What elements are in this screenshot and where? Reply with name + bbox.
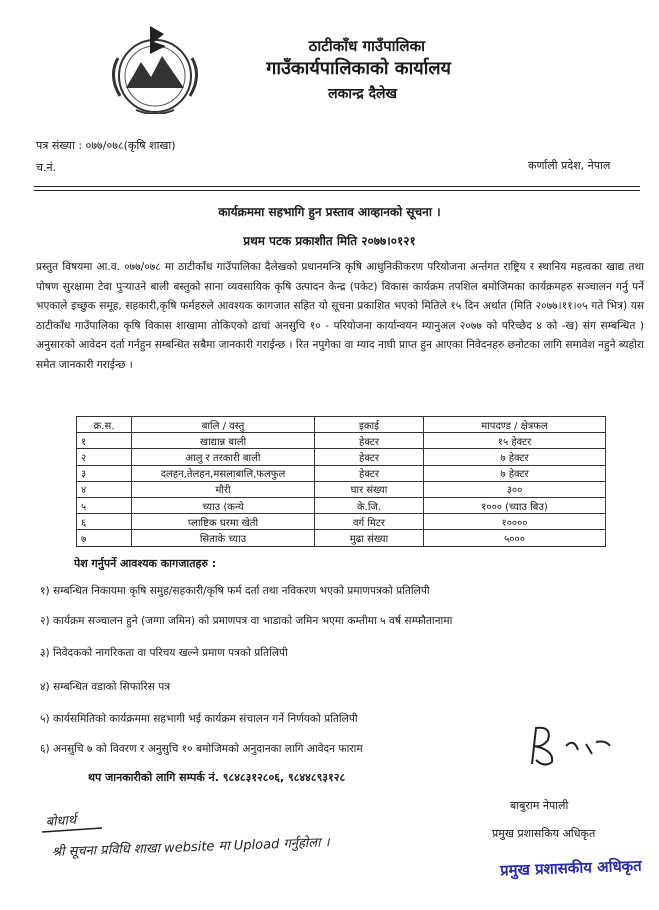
cell-sn: २ (77, 449, 132, 465)
notice-body: प्रस्तुत विषयमा आ.व. ०७७/०७८ मा ठाटीकाँध गाउँपालिका दैलेखको प्रधानमन्त्रि कृषि आधुनिकीकरण परियोजना अर्न्तगत राष्ट्रिय र स्थानिय महत्वका खाद्य तथा पोषण सुरक्षामा टेवा पुऱ्याउने बाली बस्तुको साना व्यवसायिक कृषि उत्पादन केन्द्र (पकेट) विकास कार्यक्रम तपशिल बमोजिमका कार्यक्रमहरु सञ्चालन गर्नु पर्ने भएकाले इच्छुक समूह, सहकारी,कृषि फर्महरुले आवश्यक कागजात सहित यो सूचना प्रकाशित भएको मितिले १५ दिन अर्थात (मिति २०७७।११।०५ गते भित्र) यस ठाटीकाँध गाउँपालिका कृषि विकास शाखामा तोकिएको ढाचां अनसुचि १० - परियोजना कार्यान्वयन म्यानुअल २०७७ को परिच्छेद ४ को -ख) संग सम्बन्धित ) अनुसारको आवेदन दर्ता गर्नहुन सम्बन्धित सबैमा जानकारी गराईन्छ । रित नपुगेका वा म्याद नाघी प्राप्त हुन आएका निवेदनहरु छनोटका लागि समावेश नहुने ब्यहोरा समेत जानकारी गराईन्छ । (36, 261, 644, 371)
cell-unit: के.जि. (315, 497, 424, 513)
municipality-name: ठाटीकाँध गाउँपालिका (308, 37, 425, 55)
cell-sn: १ (77, 433, 132, 449)
cell-sn: ३ (77, 465, 132, 481)
handwritten-line-2: श्री सूचना प्रविधि शाखा website मा Upload गर्नुहोला । (51, 835, 330, 860)
contact-numbers: थप जानकारीको लागि सम्पर्क नं. ९८४८३१२८०६, ९८४४८९३१२८ (88, 771, 346, 784)
cell-unit: मुढा संख्या (315, 530, 424, 546)
document-item: १) सम्बन्धित निकायमा कृषि समुह/सहकारी/कृषि फर्म दर्ता तथा नविकरण भएको प्रमाणपत्रको प्रतिलिपी (40, 585, 430, 597)
table-row (77, 481, 606, 497)
col-header-area: मापदण्ड / क्षेत्रफल (424, 417, 606, 433)
reference-number: पत्र संख्या : ०७७/०७८(कृषि शाखा) (36, 139, 176, 152)
table-row (77, 530, 606, 546)
cell-crop: मौरी (132, 481, 315, 497)
official-stamp: प्रमुख प्रशासकीय अधिकृत (499, 856, 643, 880)
cell-area: १५ हेक्टर (424, 433, 606, 449)
table-row (77, 514, 606, 530)
notice-title: कार्यक्रममा सहभागि हुन प्रस्ताव आव्हानको सूचना । (218, 205, 441, 219)
document-item: ६) अनसुचि ७ को विवरण र अनुसुचि १० बमोजिमको अनुदानका लागि आवेदन फाराम (40, 743, 363, 755)
table-row (77, 465, 606, 481)
cell-unit: हेक्टर (315, 433, 424, 449)
province-label: कर्णाली प्रदेश, नेपाल (528, 159, 611, 172)
office-name: गाउँकार्यपालिकाको कार्यालय (266, 58, 451, 79)
document-item: २) कार्यक्रम सञ्चालन हुने (जग्गा जमिन) को प्रमाणपत्र वा भाडाको जमिन भएमा कम्तीमा ५ वर्ष सम्फौतानामा (40, 615, 453, 627)
official-name: बाबुराम नेपाली (510, 799, 569, 812)
table-header-row (77, 417, 606, 433)
cell-crop: खाद्यान्न बाली (132, 433, 315, 449)
cell-crop: आलु र तरकारी बाली (132, 449, 315, 465)
cell-area: १०००० (424, 514, 606, 530)
document-item: ४) सम्बन्धित वडाको सिफारिस पत्र (40, 681, 171, 693)
official-title: प्रमुख प्रशासकिय अधिकृत (492, 827, 596, 840)
cell-area: १००० (च्याउ बिउ) (424, 497, 606, 513)
official-signature (526, 724, 616, 768)
cell-unit: हेक्टर (315, 465, 424, 481)
cell-sn: ७ (77, 530, 132, 546)
documents-heading: पेश गर्नुपर्ने आवश्यक कागजातहरु : (74, 557, 217, 570)
cell-crop: सिताके च्याउ (132, 530, 315, 546)
government-emblem (96, 22, 214, 114)
header-divider-2 (34, 190, 640, 191)
col-header-sn: क्र.स. (77, 417, 132, 433)
cell-sn: ६ (77, 514, 132, 530)
document-item: ३) निवेदकको नागरिकता वा परिचय खल्ने प्रमाण पत्रको प्रतिलिपी (40, 647, 288, 659)
cell-unit: वर्ग मिटर (315, 514, 424, 530)
cell-area: ३०० (424, 481, 606, 497)
handwritten-note (32, 808, 452, 872)
col-header-crop: बालि / वस्तु (132, 417, 315, 433)
table-row (77, 449, 606, 465)
publication-date: प्रथम पटक प्रकाशीत मिति २०७७।०१२१ (243, 234, 416, 248)
cell-unit: घार संख्या (315, 481, 424, 497)
cell-sn: ५ (77, 497, 132, 513)
program-table (76, 416, 606, 547)
cell-crop: दलहन,तेलहन,मसलाबालि,फलफुल (132, 465, 315, 481)
cell-area: ७ हेक्टर (424, 449, 606, 465)
office-location: लकान्द्र दैलेख (328, 86, 397, 102)
cell-unit: हेक्टर (315, 449, 424, 465)
document-item: ५) कार्यसमितिको कार्यक्रममा सहभागी भई कार्यक्रम संचालन गर्ने निर्णयको प्रतिलिपी (40, 713, 358, 725)
cell-area: ५००० (424, 530, 606, 546)
cell-crop: च्याउ (कन्ये (132, 497, 315, 513)
table-row (77, 497, 606, 513)
table-row (77, 433, 606, 449)
cell-area: ७ हेक्टर (424, 465, 606, 481)
dispatch-number: च.नं. (36, 161, 57, 174)
header-divider (34, 186, 640, 187)
handwritten-line-1: बोधार्थ (45, 812, 77, 830)
col-header-unit: इकाई (315, 417, 424, 433)
cell-crop: प्लाष्टिक घरमा खेती (132, 514, 315, 530)
cell-sn: ४ (77, 481, 132, 497)
